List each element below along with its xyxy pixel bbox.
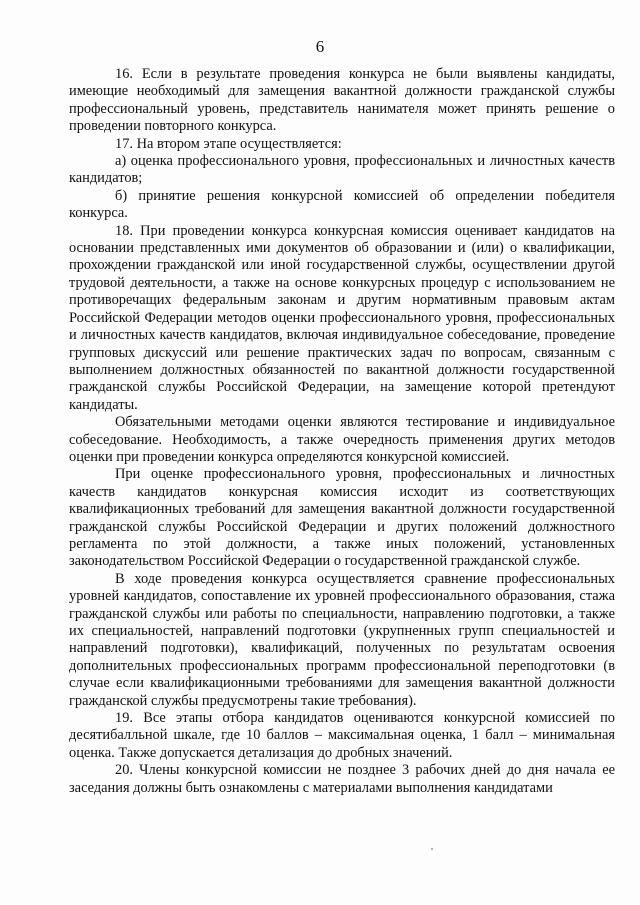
paragraph-16: 16. Если в результате проведения конкурса не были выявлены кандидаты, имеющие необходимый для замещения вакантной должности гражданской службы профессиональный уровень, представитель нанимателя может принять решение о проведении повторного конкурса. — [69, 66, 615, 135]
document-body — [69, 66, 615, 797]
paragraph-17-item-a: а) оценка профессионального уровня, профессиональных и личностных качеств кандидатов; — [69, 153, 615, 187]
page-number: 6 — [315, 37, 325, 56]
paragraph-18-comparison: В ходе проведения конкурса осуществляется сравнение профессиональных уровней кандидатов, сопоставление их уровней профессионального образования, стажа гражданской службы или работы по специальности, направлению подготовки, а также их специальностей, направлений подготовки (укрупненных групп специальностей и направлений подготовки), квалификаций, полученных по результатам освоения дополнительных профессиональных программ профессиональной переподготовки (в случае если квалификационными требованиями для замещения вакантной должности гражданской службы предусмотрены такие требования). — [69, 570, 615, 709]
paragraph-18: 18. При проведении конкурса конкурсная комиссия оценивает кандидатов на основании представленных ими документов об образовании и (или) о квалификации, прохождении гражданской или иной государственной службы, осуществлении другой трудовой деятельности, а также на основе конкурсных процедур с использованием не противоречащих федеральным законам и другим нормативным правовым актам Российской Федерации методов оценки профессионального уровня, профессиональных и личностных качеств кандидатов, включая индивидуальное собеседование, проведение групповых дискуссий или решение практических задач по вопросам, связанным с выполнением должностных обязанностей по вакантной должности государственной гражданской службы Российской Федерации, на замещение которой претендуют кандидаты. — [69, 222, 615, 413]
scan-speck — [431, 848, 433, 850]
paragraph-18-methods: Обязательными методами оценки являются тестирование и индивидуальное собеседование. Необходимость, а также очередность применения других методов оценки при проведении конкурса определяются конкурсной комиссией. — [69, 414, 615, 465]
paragraph-17-item-b: б) принятие решения конкурсной комиссией об определении победителя конкурса. — [69, 187, 615, 222]
paragraph-17: 17. На втором этапе осуществляется: — [115, 135, 342, 152]
paragraph-20: 20. Члены конкурсной комиссии не позднее 3 рабочих дней до дня начала ее заседания должны быть ознакомлены с материалами выполнения кандидатами — [69, 762, 615, 796]
paragraph-19: 19. Все этапы отбора кандидатов оцениваются конкурсной комиссией по десятибалльной шкале, где 10 баллов – максимальная оценка, 1 балл – минимальная оценка. Также допускается детализация до дробных значений. — [69, 710, 615, 761]
paragraph-18-evaluation: При оценке профессионального уровня, профессиональных и личностных качеств кандидатов конкурсная комиссия исходит из соответствующих квалификационных требований для замещения вакантной должности государственной гражданской службы Российской Федерации и других положений должностного регламента по этой должности, а также иных положений, установленных законодательством Российской Федерации о государственной гражданской службе. — [69, 466, 615, 570]
